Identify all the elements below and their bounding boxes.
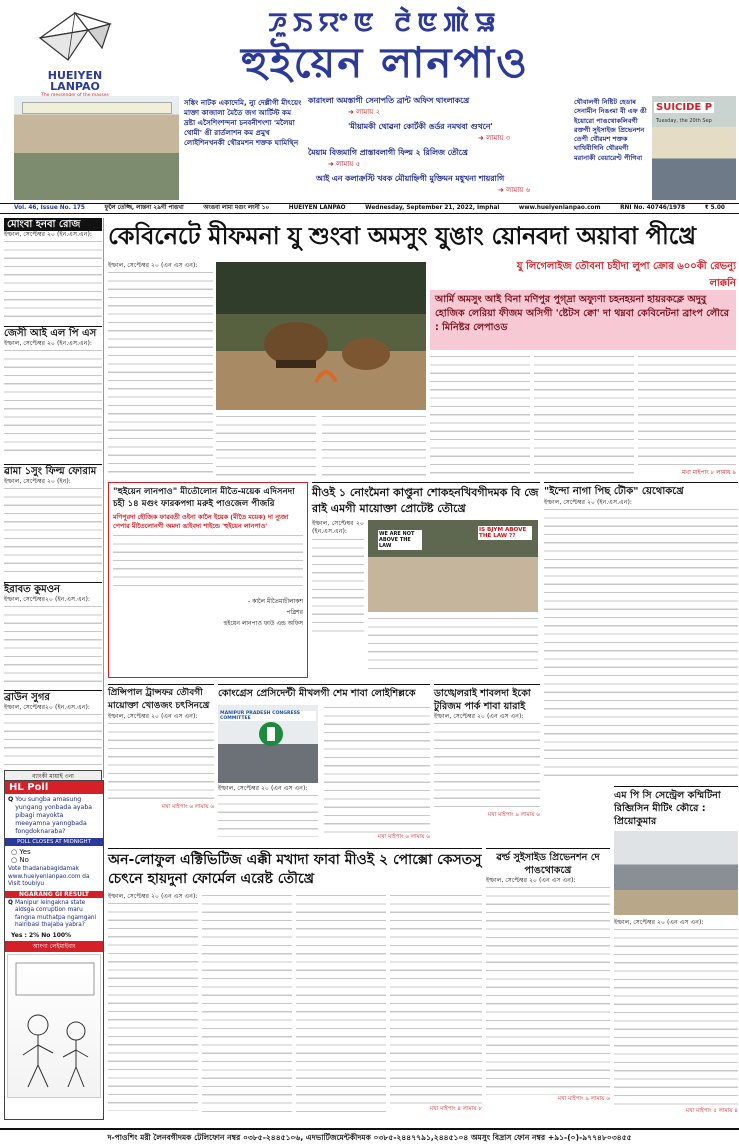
congress-story [218,684,430,844]
naga-dateline: ইম্ফাল, সেপ্টেম্বর ২০ (ইন.এস.এন): [544,499,632,506]
question-icon: Q [8,796,14,803]
issue-date-local: ফুলৈ তেজ্জি, লান্তনা ২৯গী পাঙখা [104,205,184,211]
mpcc-story [614,786,738,1120]
issue-price: ₹ 5.00 [704,205,725,211]
poll-result-title: NGARANG GI RESULT [5,891,103,898]
teaser-left-text: সঙ্কিং নাটক একাদেমি, ন্যু দেল্লীগী মীৎয়েং মাক্তা কাজালা মৈতৈ জগ আর্টিস্ট কম দ্রষ্টা এসৈশিংশন্দনা চনবনীশংশা 'মলৈয়া থোমী' ঙী রার্তলাশন কম প্রমুখ লোইশিনখনকী থৌরমশন শক্তক ঘামিথ্নি [184,98,302,147]
brief-dateline-3: ইম্ফাল, সেপ্টেম্বর ২০ (ইন): [4,478,71,485]
congress-headline[interactable]: কোংগ্রেস প্রেসিদেন্টী মীখলগী শেম শাবা লোইশিল্লকে [218,688,416,699]
teaser-middle [308,96,570,200]
brief-dateline-4: ইম্ফাল, সেপ্টেম্বর২০ (ইন.এস.এন): [4,596,90,603]
notice-headline: "হুইয়েন লানপাও" মীতৌলোন মীতৈ-ময়েক এদিসনদা চহী ১৪ মগুং ফারকপগা মরুই পাওজেল পীজরি [113,487,295,509]
main-story-col-1 [108,262,213,478]
unlawful-dateline: ইম্ফাল, সেপ্টেম্বর ২০ (এন এস এন): [108,893,198,900]
teaser-ref-1: ➜ লামায় ২ [348,108,381,116]
issue-bar [0,203,739,214]
main-jump[interactable]: মখা মাইপাং ৮ লামায় ৯ [682,470,736,476]
principal-headline[interactable]: প্রিন্সিপাল ট্রান্সফর তৌবগী মায়োক্তা খোঙজং চৎসিনখ্রে [108,688,210,711]
issue-vol: Vol. 46, Issue No. 175 [14,205,85,211]
poll-option-yes[interactable]: ○ Yes [11,848,31,856]
poll-question: Q You sungba amasung yungang yonbada ayaba pibagi mayokta meeyamna yanngbada fongdoknaraba? [8,796,93,835]
banner-subtext: Tuesday, the 20th Sep [656,118,712,124]
poll-title: HL Poll [5,781,103,794]
poll-result-values: Yes : 2% No 100% [11,931,72,939]
main-story-col-2 [216,414,316,478]
main-story-col-4 [430,354,530,478]
suicide-headline[interactable]: ৱর্ল্ড সুইসাইড প্রিভেনশন দে পাঙথোকখ্রে [496,852,600,876]
brief-dateline-1: ইম্ফাল, সেপ্টেম্বর ২০ (ইন.এস.এন): [4,231,92,238]
tourism-jump[interactable]: মখা মাইপাং ৯ লামায় ৬ [487,812,540,819]
cartoon-caption: আংগা লেইমাইবাং [5,941,103,952]
principal-story [108,684,214,844]
principal-dateline: ইম্ফাল, সেপ্টেম্বর ২০ (এন এস এন): [108,713,198,720]
hl-poll [4,780,104,1120]
radio-icon: ○ [11,856,20,864]
suicide-jump[interactable]: মখা মাইপাং ৯ লামায় ৬ [557,1096,610,1103]
notice-body: মণিপুরদা হৌজিক ফারবতী ওইনা কালৈ ইয়েক (মীতৈ ময়েক) দা ন্যুজা পেপার মীতৈলোনগী অমদা ঙাইবদা শাইন্ডে 'হুইয়েন লানপাও' [113,513,289,530]
unlawful-jump[interactable]: মখা মাইপাং ৪ লামায় ৮ [429,1106,482,1112]
teaser-left-photo [14,96,179,200]
issue-paper: HUEIYEN LANPAO [288,205,346,211]
main-headline[interactable]: কেবিনেটে মীফমনা যু শুংবা অমসুং যুঙাং য়োনবদা অয়াবা পীখ্রে [108,222,696,250]
poll-option-no[interactable]: ○ No [11,856,29,864]
teaser-item-2[interactable]: 'মীয়ামকী থোৱনা কোর্টকী ঙর্ডর নমথবা গুখনে' [348,122,493,131]
issue-web[interactable]: www.hueiyenlanpao.com [518,205,601,211]
tourism-headline[interactable]: ডাঙ্খেলরাই শাবলদা ইকো টুরিজম পার্ক শাবা য়ারাই [434,688,531,712]
protest-sign-1: WE ARE NOT ABOVE THE LAW [378,530,422,550]
cartoon-image [7,954,101,1098]
left-column [4,218,104,781]
footer: দ-পাওশিং মরী লৈনবগীদমক টেলিফোন নম্বর ০৩৮৫-২৪৪৫১০৬, এদভার্টিজমেন্টকীদমক ০৩৮৫-২৪৪৭৭৯১,২৪৪৫১০৪ অমসুং বিদ্রাস ফোন নম্বর +৯১-(০)-৯৭৭৪৮০৩৪৫৫ [0,1128,739,1146]
logo-name: HUEIYEN LANPAO [47,69,103,93]
main-subhead-red: যু লিগেলাইজ তৌবনা চহীদা লুপা ক্রোর ৬০০কী রেভন্যু লাক্কনি [516,261,736,289]
teaser-item-4[interactable]: আই এন কলাক্রস্টি খবক মৌয়াহ্নিগী মুক্তিমন মধুখনা শায়রাগি [316,174,505,183]
poll-result-question: Q Manipur leingakna state aidsga corruption maru fangna muthatpa ngamgani hairibasi thajaba yabra? [8,899,97,928]
congress-dateline: ইম্ফাল, সেপ্টেম্বর ২০ (এন এস এন): [218,785,308,792]
masthead-title-meitei: ꯍꯨꯏꯌꯦꯟ ꯂꯥꯟꯄꯥꯎ [268,8,502,38]
brief-dateline-2: ইম্ফাল, সেপ্টেম্বর ২০ (ইন.এস.এন): [4,340,92,347]
issue-rni: RNI No. 40746/1978 [620,205,686,211]
hand-symbol-icon [258,721,284,747]
notice-sign: - কালৈ মীতৈমাচীলাকশ [248,598,303,605]
teaser-right-text: থৌবালগী নিষ্টিট হেডাৰ সেনামীন নিঙংমা বী এফ ঙী ইয়োরো পাঙথোকলিবগী রক্তগী সুইসাইজ প্রিভেনশন তেপী থৌরমশ শক্তক ঘাথিবীগিনি থৌরমগী মরানাকী বেয়ারেণ্ট পীগিবা [574,98,647,162]
tourism-dateline: ইম্ফাল, সেপ্টেম্বর ২০ (এন এস এন): [434,713,524,720]
naga-story [544,482,738,782]
teaser-ref-3: ➜ লামায় ৫ [328,160,361,168]
notice-sign2: পব্লিশর [286,609,303,616]
poll-closes: POLL CLOSES AT MIDNIGHT [5,838,103,846]
mpcc-jump[interactable]: মখা মাইপাং ৫ লামায় ৪ [685,1108,738,1115]
protest-photo [368,520,538,612]
congress-banner: MANIPUR PRADESH CONGRESS COMMITTEE [220,711,316,721]
main-story-col-3 [322,414,426,478]
protest-dateline: ইম্ফাল, সেপ্টেম্বর ২০ (ইন.এস.এন): [312,520,364,536]
question-icon: Q [8,899,13,906]
protest-story [312,482,540,680]
brief-title-5[interactable]: ব্রাউন সুগর [4,690,102,704]
radio-icon: ○ [11,848,20,856]
logo [30,8,120,93]
suicide-dateline: ইম্ফাল, সেপ্টেম্বর ২০ (এন এস এন): [486,877,576,884]
mpcc-photo [614,831,738,915]
teaser-strip [0,94,739,202]
issue-date: Wednesday, September 21, 2022, Imphal [365,205,500,211]
issue-pages: অংঙবা লামা মগুং লংনী ১০ [203,205,270,211]
brief-dateline-5: ইম্ফাল, সেপ্টেম্বর২০ (ইন.এস.এন): [4,704,90,711]
congress-photo [218,705,318,783]
main-photo [216,262,426,410]
unlawful-story [108,848,482,1120]
brief-title-3[interactable]: ৱামা ১সুং ফিল্ম ফোরাম [4,464,102,478]
paper-crane-icon [30,8,120,66]
congress-jump[interactable]: মখা মাইপাং ৬ লামায় ৬ [377,834,430,840]
brief-title-4[interactable]: ইরাবত কুমওন [4,582,102,596]
naga-headline[interactable]: "ইন্দো নাগা পিছ টৌক" য়েথোকখ্রে [544,482,738,499]
tourism-story [434,684,540,844]
poll-vote-line[interactable]: Vote thadanabagidamak www.hueiyenlanpao.com da Visit toubiyu [8,866,90,887]
teaser-right-photo [652,96,736,200]
notice-org: হুইয়েন লানপাও ফাউ এন্ড অফিস [223,620,303,627]
unlawful-headline[interactable]: অন-লোফুল এক্টিভিটিজ এক্কী মখাদা ফাবা মীওই ২ পোক্সো কেসতসু চেৎনে হায়দুনা ফোর্মেল এরেষ্ট তৌখ্রে [108,852,482,887]
brief-title-2[interactable]: জেসী আই এল পি এস [4,326,102,340]
protest-sign-2: IS BJYM ABOVE THE LAW ?? [478,526,532,540]
masthead [0,0,739,94]
protest-headline[interactable]: মীওই ১ নোংমৈনা কাপ্তুনা শোকহনখিবগীদমক বি জে রাই এমগী মায়োক্তা প্রোটেষ্ট তৌখ্রে [312,482,540,517]
mpcc-headline[interactable]: এম পি সি সেন্ট্রেল কম্মিটিনা রিব্জিসিন মীটিং কৌরে : প্রিয়োকুমার [614,790,721,827]
left-jump[interactable]: ব্যাংকী মায়াই ৩না [4,770,102,783]
main-dateline: ইম্ফাল, সেপ্টেম্বর ২০ (এন এস এন): [108,262,198,269]
notice-box [108,482,308,678]
main-story-col-5 [534,354,634,478]
teaser-ref-2: ➜ লামায় ৩ [478,134,511,142]
mpcc-dateline: ইম্ফাল, সেপ্টেম্বর ২০ (এন এস এন): [614,919,704,926]
suicide-story [486,848,610,1120]
teaser-item-3[interactable]: মৈয়াম বিজমাগি প্রাস্তাবলাগী ফিল্ম ২ রিলিজ তৌখ্রে [308,148,468,157]
banner-text: SUICIDE P [656,102,713,113]
main-story-col-6 [638,354,736,478]
masthead-title-bengali: হুইয়েন লানপাও [240,38,530,87]
main-subhead-box: আর্মি অমসুং আই বিনা মণিপুর পুগ্দ্রা অফ্যুণা চহনহয়না হায়রকক্লে অদুবু হোজিক লেরিয়া ফীজম অসিগী 'ষ্টেটস ক্বো' দা থম্নবা কেবিনেটনা ব্রাংপ লৌরে : মিনিষ্টর লেপাওড [430,290,736,350]
principal-jump[interactable]: মখা মাইপাং ৬ লামায় ৬ [161,804,214,811]
brief-title-1[interactable]: মোংবা হনবা রোজ [4,218,102,231]
teaser-item-1[interactable]: কারাংলা অমস্তাগী সেনাপতি ব্রান্ট অফিস থাংলাকখ্রে [308,96,470,105]
teaser-ref-4: ➜ লামায় ৬ [498,186,531,194]
